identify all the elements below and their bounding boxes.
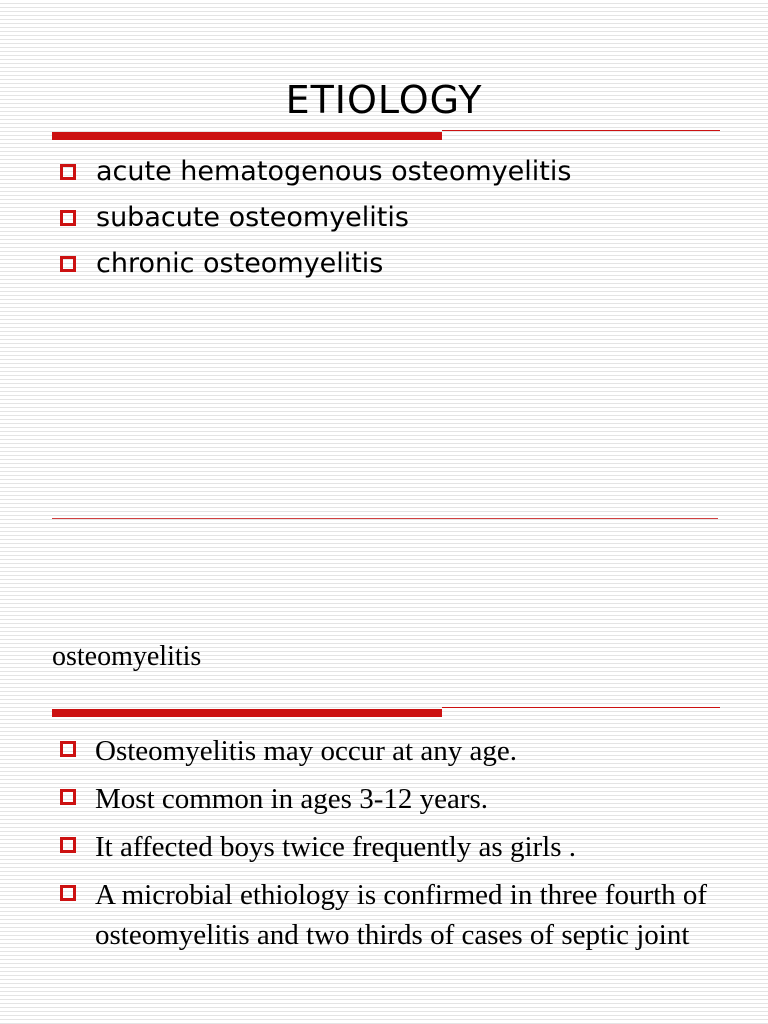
title-underline [52, 130, 720, 142]
list-item [60, 875, 710, 955]
slide-title: ETIOLOGY [285, 78, 483, 122]
checkbox-bullet-icon [60, 741, 76, 757]
list-item [60, 245, 760, 291]
title-underline [52, 707, 720, 719]
bullet-list [60, 153, 760, 291]
checkbox-bullet-icon [60, 210, 76, 226]
checkbox-bullet-icon [60, 885, 76, 901]
checkbox-bullet-icon [60, 164, 76, 180]
list-item [60, 779, 710, 819]
list-item [60, 199, 760, 245]
list-item [60, 827, 710, 867]
list-item-text: subacute osteomyelitis [96, 202, 409, 233]
list-item [60, 153, 760, 199]
list-item-text: Osteomyelitis may occur at any age. [95, 735, 517, 767]
slide-title: osteomyelitis [52, 641, 202, 672]
list-item-text: chronic osteomyelitis [96, 248, 384, 279]
bullet-list [60, 731, 710, 963]
checkbox-bullet-icon [60, 789, 76, 805]
list-item-text: acute hematogenous osteomyelitis [96, 156, 572, 187]
checkbox-bullet-icon [60, 837, 76, 853]
list-item-text: Most common in ages 3-12 years. [95, 783, 489, 815]
slide-divider [52, 518, 718, 519]
list-item [60, 731, 710, 771]
list-item-text: A microbial ethiology is confirmed in three fourth of osteomyelitis and two thirds of cases of septic joint [95, 879, 708, 951]
list-item-text: It affected boys twice frequently as girls . [95, 831, 577, 863]
checkbox-bullet-icon [60, 256, 76, 272]
